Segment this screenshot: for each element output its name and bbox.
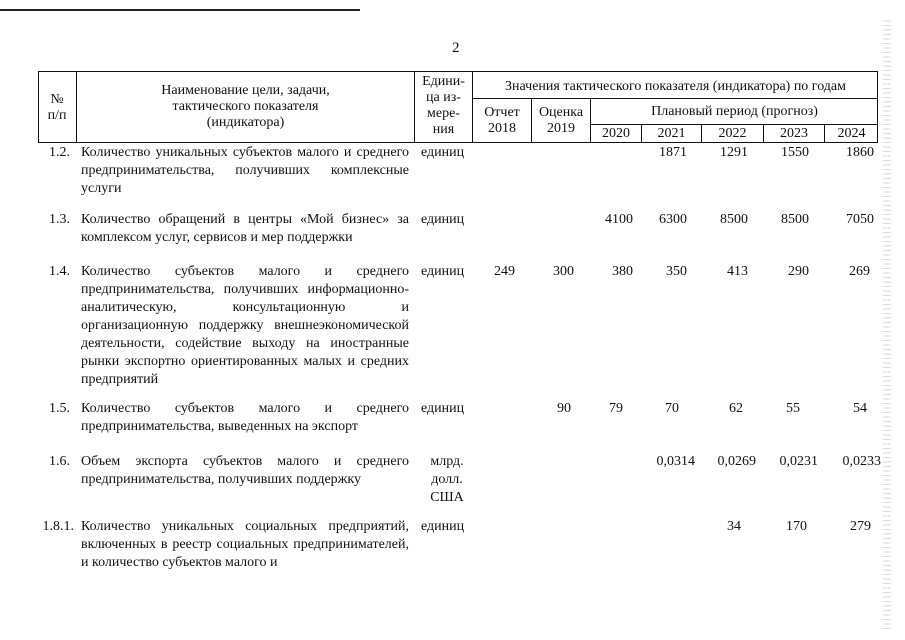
row-value-2023: 55 [786, 401, 800, 416]
row-value-2024: 7050 [846, 212, 874, 227]
row-unit: млрд. долл. США [430, 454, 464, 505]
row-value-2021: 6300 [659, 212, 687, 227]
header-col-estimate: Оценка 2019 [538, 105, 584, 136]
row-number: 1.6. [49, 454, 70, 469]
row-value-report: 249 [494, 264, 515, 279]
row-unit: единиц [421, 145, 465, 160]
row-unit: единиц [421, 212, 465, 227]
header-col-unit: Едини- ца из- мере- ния [422, 74, 465, 137]
header-divider [590, 124, 878, 125]
row-name: Количество уникальных субъектов малого и среднего предпринимательства, получивших комплексные услуги [81, 145, 409, 196]
row-number: 1.5. [49, 401, 70, 416]
row-value-2021: 70 [665, 401, 679, 416]
row-value-2022: 413 [727, 264, 748, 279]
row-value-2023: 8500 [781, 212, 809, 227]
row-number: 1.4. [49, 264, 70, 279]
header-col-values-group: Значения тактического показателя (индикатора) по годам [505, 79, 846, 94]
row-name: Количество субъектов малого и среднего предпринимательства, выведенных на экспорт [81, 401, 409, 434]
row-value-2021: 0,0314 [656, 454, 695, 469]
row-value-2023: 170 [786, 519, 807, 534]
row-value-2020: 380 [612, 264, 633, 279]
header-divider [472, 98, 878, 99]
row-value-2024: 279 [850, 519, 871, 534]
row-value-2022: 8500 [720, 212, 748, 227]
row-name: Количество уникальных социальных предприятий, включенных в реестр социальных предпринимателей, и количество субъектов малого и [81, 519, 409, 570]
page-number: 2 [452, 40, 460, 56]
row-value-2022: 0,0269 [717, 454, 756, 469]
header-year: 2021 [657, 126, 686, 141]
row-unit: единиц [421, 519, 465, 534]
row-value-2023: 290 [788, 264, 809, 279]
header-col-num: № п/п [47, 92, 67, 123]
row-number: 1.8.1. [42, 519, 74, 534]
row-value-2021: 350 [666, 264, 687, 279]
row-value-estimate: 300 [553, 264, 574, 279]
header-year: 2024 [837, 126, 866, 141]
row-value-2022: 1291 [720, 145, 748, 160]
row-value-2022: 34 [727, 519, 741, 534]
row-value-2023: 1550 [781, 145, 809, 160]
row-value-2020: 79 [609, 401, 623, 416]
header-year: 2022 [718, 126, 747, 141]
row-unit: единиц [421, 264, 465, 279]
row-value-2024: 1860 [846, 145, 874, 160]
row-unit: единиц [421, 401, 465, 416]
row-name: Количество субъектов малого и среднего предпринимательства, получивших информационно-аналитическую, консультационную и организационную поддержку внешнеэкономической деятельности, содействие выходу на иностранные рынки экспортно ориентированных малых и средних предприятий [81, 264, 409, 387]
row-value-estimate: 90 [557, 401, 571, 416]
scan-artifact-line [0, 9, 360, 11]
row-number: 1.2. [49, 145, 70, 160]
header-year: 2020 [602, 126, 630, 141]
header-year: 2023 [780, 126, 808, 141]
row-value-2022: 62 [729, 401, 743, 416]
row-number: 1.3. [49, 212, 70, 227]
scan-artifact-edge [883, 20, 891, 630]
row-name: Количество обращений в центры «Мой бизнес» за комплексом услуг, сервисов и мер поддержки [81, 212, 409, 245]
row-value-2021: 1871 [659, 145, 687, 160]
row-value-2024: 0,0233 [842, 454, 881, 469]
header-col-report: Отчет 2018 [484, 105, 520, 136]
row-value-2020: 4100 [605, 212, 633, 227]
row-value-2023: 0,0231 [779, 454, 818, 469]
row-name: Объем экспорта субъектов малого и среднего предпринимательства, получивших поддержку [81, 454, 409, 487]
header-col-name: Наименование цели, задачи, тактического показателя (индикатора) [161, 83, 330, 130]
row-value-2024: 269 [849, 264, 870, 279]
row-value-2024: 54 [853, 401, 867, 416]
header-col-plan-group: Плановый период (прогноз) [651, 104, 818, 119]
